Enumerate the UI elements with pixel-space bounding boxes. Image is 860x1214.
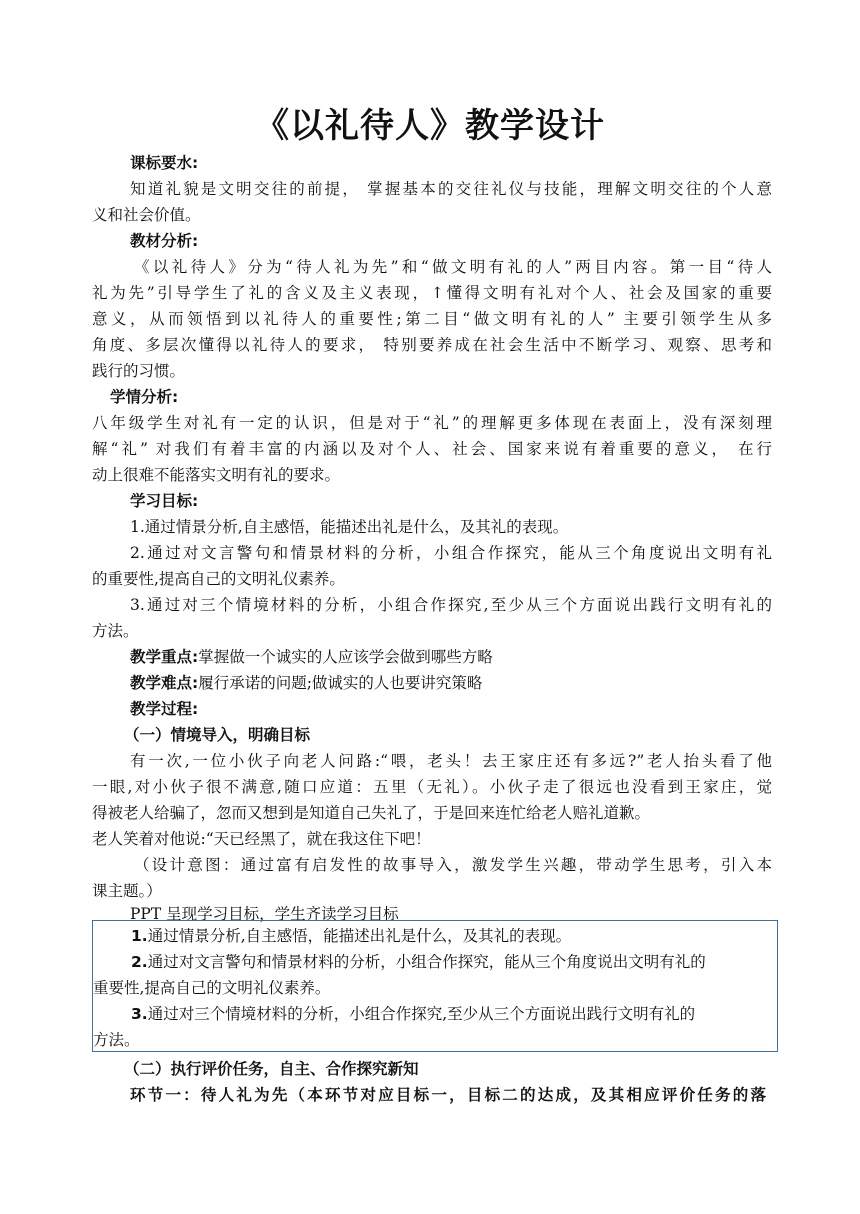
story-line-2: 一眼,对小伙子很不满意,随口应道：五里（无礼）。小伙子走了很远也没看到王家庄，觉 xyxy=(92,778,772,796)
box-line-4-number: 3. xyxy=(131,1005,148,1023)
curriculum-line-1: 知道礼貌是文明交往的前提， 掌握基本的交往礼仪与技能，理解文明交往的个人意 xyxy=(130,180,772,198)
design-intent-line-1: （设计意图：通过富有启发性的故事导入，激发学生兴趣，带动学生思考，引入本 xyxy=(134,856,772,874)
box-line-4-text: 通过对三个情境材料的分析，小组合作探究,至少从三个方面说出践行文明有礼的 xyxy=(147,1005,696,1023)
goals-line-1: 1.通过情景分析,自主感悟，能描述出礼是什么，及其礼的表现。 xyxy=(130,518,569,536)
design-intent-line-2: 课主题。） xyxy=(92,882,162,900)
textbook-heading: 教材分析: xyxy=(130,232,199,250)
box-line-5-text: 方法。 xyxy=(93,1031,140,1049)
students-line-2: 解“礼” 对我们有着丰富的内涵以及对个人、社会、国家来说有着重要的意义， 在行 xyxy=(92,440,772,458)
textbook-line-3: 意义，从而领悟到以礼待人的重要性;第二目“做文明有礼的人” 主要引领学生从多 xyxy=(92,310,772,328)
box-line-3-text: 重要性,提高自己的文明礼仪素养。 xyxy=(93,979,331,997)
box-line-1-text: 通过情景分析,自主感悟，能描述出礼是什么，及其礼的表现。 xyxy=(147,927,572,945)
box-line-4 xyxy=(131,1001,695,1027)
curriculum-line-2: 义和社会价值。 xyxy=(92,206,201,224)
students-line-1: 八年级学生对礼有一定的认识，但是对于“礼”的理解更多体现在表面上，没有深刻理 xyxy=(92,414,772,432)
box-line-2-number: 2. xyxy=(131,953,148,971)
key-point xyxy=(130,644,772,670)
box-line-5 xyxy=(93,1027,140,1053)
process-heading: 教学过程: xyxy=(130,700,199,718)
step-1-line: 环节一：待人礼为先（本环节对应目标一，目标二的达成，及其相应评价任务的落 xyxy=(130,1086,766,1104)
section-1-heading: （一）情境导入，明确目标 xyxy=(124,726,311,744)
key-point-label: 教学重点: xyxy=(130,648,199,666)
students-heading: 学情分析: xyxy=(110,388,179,406)
story-line-3: 得被老人给骗了，忽而又想到是知道自己失礼了，于是回来连忙给老人赔礼道歉。 xyxy=(92,804,651,822)
goals-line-4: 3.通过对三个情境材料的分析，小组合作探究,至少从三个方面说出践行文明有礼的 xyxy=(130,596,772,614)
box-line-3 xyxy=(93,975,330,1001)
box-line-1 xyxy=(131,923,571,949)
students-line-3: 动上很难不能落实文明有礼的要求。 xyxy=(92,466,341,484)
textbook-line-2: 礼为先”引导学生了礼的含义及主义表现，↑懂得文明有礼对个人、社会及国家的重要 xyxy=(92,284,772,302)
goals-text-box xyxy=(92,920,778,1052)
document-title: 《以礼待人》教学设计 xyxy=(255,106,605,146)
difficulty-text: 履行承诺的问题;做诚实的人也要讲究策略 xyxy=(198,674,483,692)
goals-line-3: 的重要性,提高自己的文明礼仪素养。 xyxy=(92,570,345,588)
story-line-1: 有一次,一位小伙子向老人问路:“喂，老头！去王家庄还有多远?”老人抬头看了他 xyxy=(130,752,772,770)
story-line-4: 老人笑着对他说:“天已经黑了，就在我这住下吧！ xyxy=(92,830,431,848)
difficulty xyxy=(130,670,772,696)
goals-line-5: 方法。 xyxy=(92,622,139,640)
section-2-heading: （二）执行评价任务，自主、合作探究新知 xyxy=(124,1060,419,1078)
textbook-line-4: 角度、多层次懂得以礼待人的要求， 特别要养成在社会生活中不断学习、观察、思考和 xyxy=(92,336,772,354)
textbook-line-1: 《以礼待人》分为“待人礼为先”和“做文明有礼的人”两目内容。第一目“待人 xyxy=(134,258,772,276)
goals-line-2: 2.通过对文言警句和情景材料的分析，小组合作探究，能从三个角度说出文明有礼 xyxy=(130,544,772,562)
ppt-line: PPT 呈现学习目标，学生齐读学习目标 xyxy=(130,905,399,923)
box-line-1-number: 1. xyxy=(131,927,148,945)
box-line-2 xyxy=(131,949,706,975)
difficulty-label: 教学难点: xyxy=(130,674,199,692)
goals-heading: 学习目标: xyxy=(130,492,199,510)
box-line-2-text: 通过对文言警句和情景材料的分析，小组合作探究，能从三个角度说出文明有礼的 xyxy=(147,953,706,971)
key-point-text: 掌握做一个诚实的人应该学会做到哪些方略 xyxy=(198,648,493,666)
curriculum-heading: 课标要水: xyxy=(130,154,199,172)
textbook-line-5: 践行的习惯。 xyxy=(92,362,186,380)
